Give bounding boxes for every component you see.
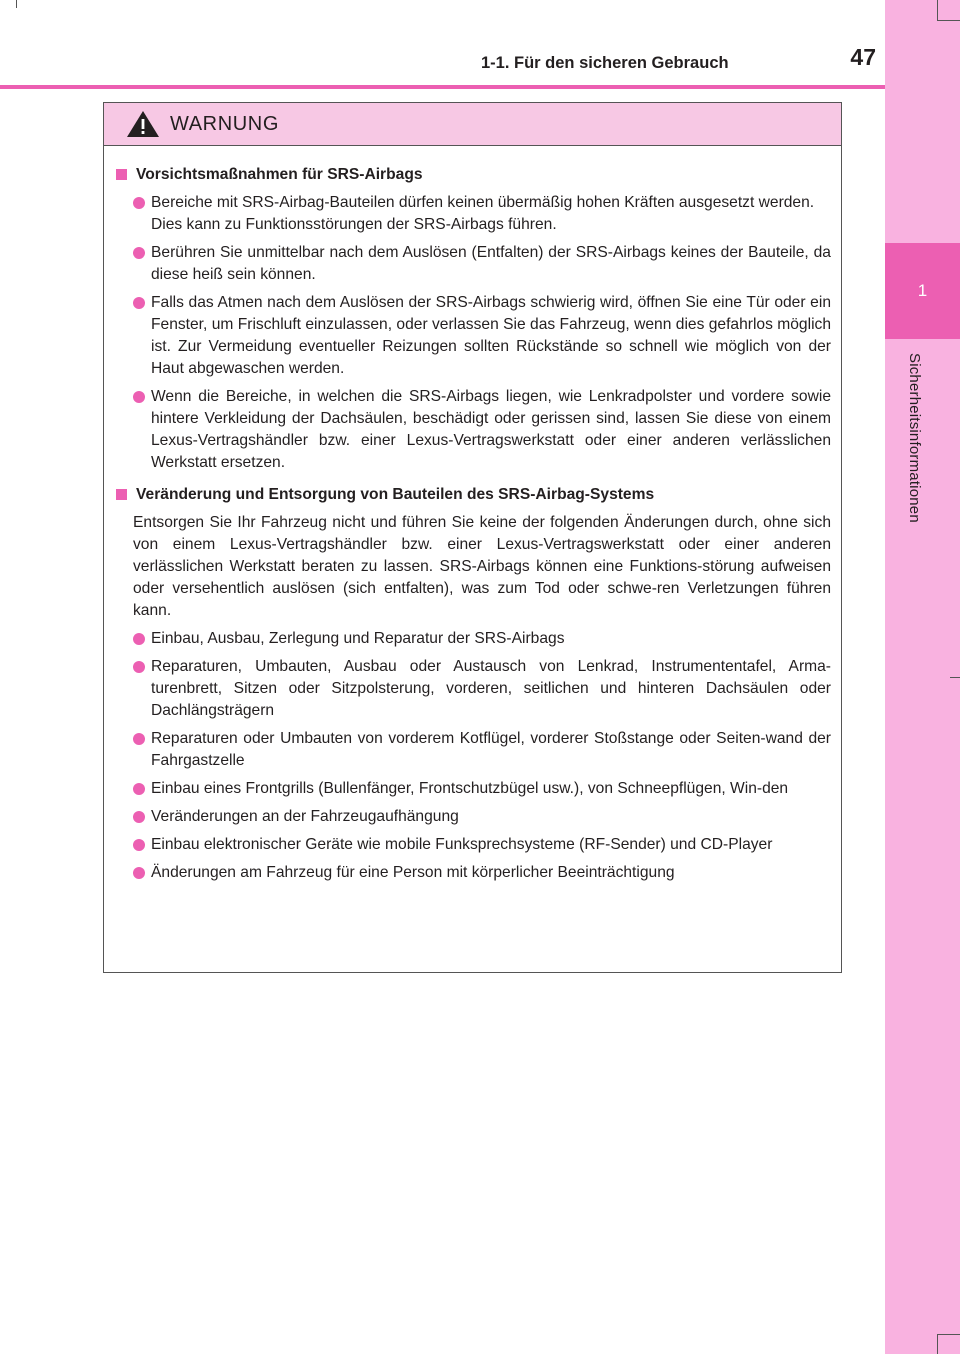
side-tab — [885, 0, 960, 1354]
square-bullet-icon — [116, 169, 127, 180]
chapter-label: Sicherheitsinformationen — [906, 353, 923, 523]
round-bullet-icon — [133, 247, 145, 259]
warning-title: WARNUNG — [170, 112, 280, 135]
round-bullet-icon — [133, 197, 145, 209]
page-number: 47 — [850, 44, 876, 70]
list-item-text: Einbau, Ausbau, Zerlegung und Reparatur der SRS-Airbags — [151, 630, 565, 647]
square-bullet-icon — [116, 489, 127, 500]
list-item — [133, 728, 831, 772]
list-item — [133, 192, 831, 236]
section-paragraph: Entsorgen Sie Ihr Fahrzeug nicht und führen Sie keine der folgenden Änderungen durch, ohne sich von einem Lexus-Vertragshändler bzw. einer Lexus-Vertragswerkstatt oder einer anderen verlässlichen Werkstatt beraten zu lassen. SRS-Airbags können eine Funktions-störung aufweisen oder versehentlich auslösen (sich entfalten), was zum Tod oder schwe-ren Verletzungen führen kann. — [133, 514, 831, 619]
list-item-text: Dies kann zu Funktionsstörungen der SRS-Airbags führen. — [151, 216, 557, 233]
header-rule — [0, 85, 885, 89]
crop-mark — [937, 0, 938, 20]
round-bullet-icon — [133, 811, 145, 823]
list-item — [133, 778, 831, 800]
list-item — [133, 242, 831, 286]
list-item — [133, 292, 831, 380]
list-item — [133, 862, 831, 884]
warning-header — [104, 103, 841, 146]
crop-mark — [937, 1334, 938, 1354]
list-item-text: Berühren Sie unmittelbar nach dem Auslösen (Entfalten) der SRS-Airbags keines der Bauteile, da diese heiß sein können. — [151, 244, 831, 283]
crop-mark — [937, 1334, 960, 1335]
round-bullet-icon — [133, 661, 145, 673]
list-item-text: Reparaturen oder Umbauten von vorderem Kotflügel, vorderer Stoßstange oder Seiten-wand der Fahrgastzelle — [151, 730, 831, 769]
section-heading-text: Vorsichtsmaßnahmen für SRS-Airbags — [136, 166, 423, 183]
round-bullet-icon — [133, 633, 145, 645]
crop-mark — [937, 20, 960, 21]
section-heading — [116, 164, 831, 186]
list-item — [133, 628, 831, 650]
chapter-number: 1 — [917, 281, 928, 300]
warning-box — [103, 102, 842, 973]
crop-mark — [950, 677, 960, 678]
list-item-text: Wenn die Bereiche, in welchen die SRS-Airbags liegen, wie Lenkradpolster und vordere sowie hintere Verkleidung der Dachsäulen, beschädigt oder gerissen sind, lassen Sie diese von einem Lexus-Vertragshändler bzw. einer Lexus-Vertragswerkstatt oder einer anderen verlässlichen Werkstatt ersetzen. — [151, 388, 831, 471]
chapter-number-box — [885, 243, 960, 339]
round-bullet-icon — [133, 783, 145, 795]
round-bullet-icon — [133, 867, 145, 879]
list-item-text: Reparaturen, Umbauten, Ausbau oder Austausch von Lenkrad, Instrumententafel, Arma-turenbrett, Sitzen oder Sitzpolsterung, vorderen, seitlichen und hinteren Dachsäulen oder Dachlängsträgern — [151, 658, 831, 719]
list-item — [133, 656, 831, 722]
section-heading-text: Veränderung und Entsorgung von Bauteilen des SRS-Airbag-Systems — [136, 486, 655, 503]
list-item — [133, 806, 831, 828]
list-item — [133, 834, 831, 856]
round-bullet-icon — [133, 733, 145, 745]
list-item-text: Einbau elektronischer Geräte wie mobile Funksprechsysteme (RF-Sender) und CD-Player — [151, 836, 773, 853]
round-bullet-icon — [133, 391, 145, 403]
section-heading — [116, 484, 831, 506]
list-item-text: Einbau eines Frontgrills (Bullenfänger, Frontschutzbügel usw.), von Schneepflügen, Win-den — [151, 780, 789, 797]
list-item-text: Änderungen am Fahrzeug für eine Person mit körperlicher Beeinträchtigung — [151, 864, 675, 881]
warning-triangle-icon — [126, 110, 160, 138]
round-bullet-icon — [133, 839, 145, 851]
crop-mark — [16, 0, 17, 8]
section-title: 1-1. Für den sicheren Gebrauch — [481, 54, 729, 72]
round-bullet-icon — [133, 297, 145, 309]
list-item-text: Veränderungen an der Fahrzeugaufhängung — [151, 808, 459, 825]
list-item-text: Falls das Atmen nach dem Auslösen der SRS-Airbags schwierig wird, öffnen Sie eine Tür oder ein Fenster, um Frischluft einzulassen, oder verlassen Sie das Fahrzeug, wenn dies gefahrlos möglich ist. Zur Vermeidung eventueller Reizungen sollten Rückstände so schnell wie möglich von der Haut abgewaschen werden. — [151, 294, 831, 377]
list-item — [133, 386, 831, 474]
list-item-text: Bereiche mit SRS-Airbag-Bauteilen dürfen keinen übermäßig hohen Kräften ausgesetzt werden. — [151, 194, 815, 211]
warning-body — [104, 146, 841, 884]
